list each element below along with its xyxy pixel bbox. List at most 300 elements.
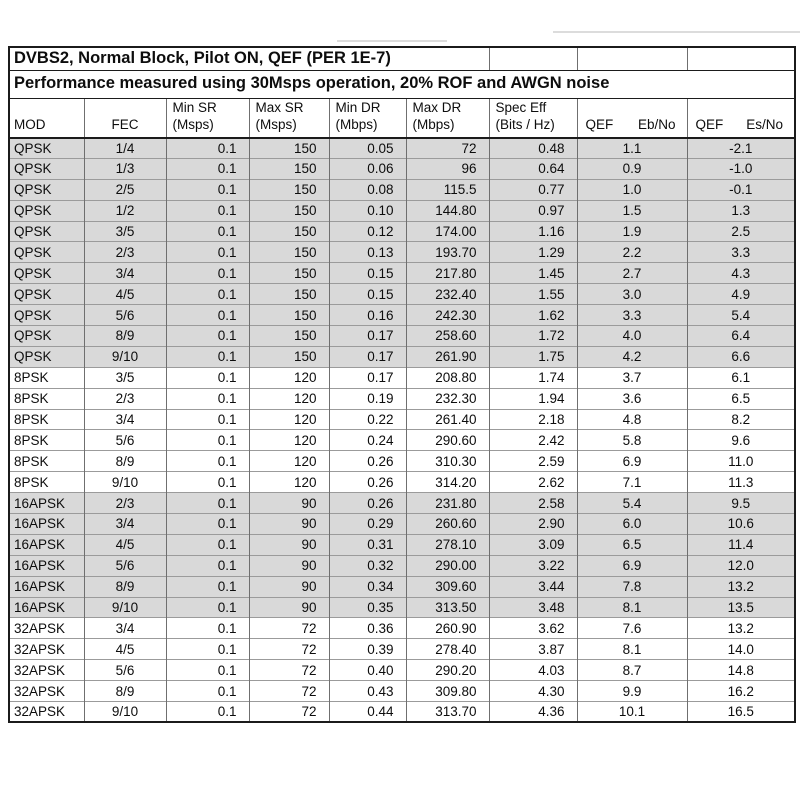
table-cell-min-sr: 0.1 [166, 702, 249, 723]
table-subtitle-row [9, 70, 795, 98]
table-cell-fec: 9/10 [84, 472, 166, 493]
table-cell-qef-ebno: 4.0 [577, 326, 687, 347]
table-cell-qef-ebno: 1.0 [577, 179, 687, 200]
column-header-max-sr [249, 98, 329, 138]
column-header-max-dr [406, 98, 489, 138]
table-cell-max-sr: 90 [249, 555, 329, 576]
table-cell-max-sr: 150 [249, 158, 329, 179]
table-row [9, 472, 795, 493]
table-cell-max-sr: 150 [249, 179, 329, 200]
table-cell-max-dr: 261.40 [406, 409, 489, 430]
table-row [9, 409, 795, 430]
table-cell-qef-ebno: 9.9 [577, 681, 687, 702]
table-cell-spec-eff: 1.45 [489, 263, 577, 284]
table-row [9, 493, 795, 514]
table-cell-qef-esno: 8.2 [687, 409, 795, 430]
table-cell-max-sr: 150 [249, 284, 329, 305]
table-cell-min-sr: 0.1 [166, 346, 249, 367]
table-cell-qef-ebno: 7.6 [577, 618, 687, 639]
table-cell-max-dr: 115.5 [406, 179, 489, 200]
table-cell-spec-eff: 3.44 [489, 576, 577, 597]
table-cell-spec-eff: 3.09 [489, 534, 577, 555]
table-cell-spec-eff: 3.48 [489, 597, 577, 618]
table-cell-min-dr: 0.32 [329, 555, 406, 576]
table-cell-qef-ebno: 0.9 [577, 158, 687, 179]
table-cell-min-sr: 0.1 [166, 242, 249, 263]
table-row [9, 534, 795, 555]
header-line1: Max DR [412, 99, 462, 115]
table-cell-min-sr: 0.1 [166, 388, 249, 409]
table-cell-mod: QPSK [9, 346, 84, 367]
header-line2: FEC [111, 116, 139, 132]
table-cell-min-sr: 0.1 [166, 305, 249, 326]
table-cell-min-sr: 0.1 [166, 534, 249, 555]
table-cell-max-dr: 313.70 [406, 702, 489, 723]
table-cell-spec-eff: 1.75 [489, 346, 577, 367]
table-row [9, 576, 795, 597]
table-cell-max-dr: 313.50 [406, 597, 489, 618]
table-cell-mod: QPSK [9, 284, 84, 305]
table-cell-qef-ebno: 6.0 [577, 514, 687, 535]
table-cell-min-sr: 0.1 [166, 493, 249, 514]
header-line2: (Msps) [172, 116, 214, 132]
table-cell-max-dr: 290.60 [406, 430, 489, 451]
table-cell-fec: 1/4 [84, 138, 166, 159]
table-cell-mod: 32APSK [9, 660, 84, 681]
column-header-mod [9, 98, 84, 138]
column-header-min-sr [166, 98, 249, 138]
table-cell-qef-ebno: 3.3 [577, 305, 687, 326]
header-line2 [586, 116, 676, 133]
table-cell-max-dr: 260.90 [406, 618, 489, 639]
table-cell-max-dr: 260.60 [406, 514, 489, 535]
table-cell-max-sr: 150 [249, 326, 329, 347]
table-row [9, 681, 795, 702]
table-cell-fec: 4/5 [84, 284, 166, 305]
table-cell-spec-eff: 0.97 [489, 200, 577, 221]
table-cell-min-sr: 0.1 [166, 451, 249, 472]
table-cell-spec-eff: 1.16 [489, 221, 577, 242]
table-cell-qef-ebno: 3.7 [577, 367, 687, 388]
table-cell-fec: 5/6 [84, 305, 166, 326]
table-cell-fec: 3/4 [84, 263, 166, 284]
table-cell-spec-eff: 3.62 [489, 618, 577, 639]
table-cell-qef-ebno: 8.1 [577, 639, 687, 660]
table-cell-qef-esno: 4.3 [687, 263, 795, 284]
table-row [9, 179, 795, 200]
table-cell-qef-ebno: 5.8 [577, 430, 687, 451]
table-row [9, 618, 795, 639]
table-cell-fec: 1/2 [84, 200, 166, 221]
table-cell-max-sr: 120 [249, 409, 329, 430]
table-cell-qef-ebno: 8.1 [577, 597, 687, 618]
table-cell-qef-esno: -0.1 [687, 179, 795, 200]
table-row [9, 430, 795, 451]
table-cell-min-sr: 0.1 [166, 681, 249, 702]
table-cell-qef-ebno: 6.9 [577, 451, 687, 472]
table-cell-fec: 5/6 [84, 430, 166, 451]
table-cell-max-sr: 72 [249, 660, 329, 681]
table-cell-qef-ebno: 1.1 [577, 138, 687, 159]
header-line2 [696, 116, 784, 133]
table-cell-min-sr: 0.1 [166, 367, 249, 388]
table-cell-mod: 32APSK [9, 639, 84, 660]
table-cell-max-sr: 120 [249, 451, 329, 472]
table-cell-min-dr: 0.24 [329, 430, 406, 451]
table-cell-mod: 32APSK [9, 702, 84, 723]
table-cell-max-sr: 90 [249, 493, 329, 514]
table-cell-fec: 8/9 [84, 451, 166, 472]
table-cell-min-dr: 0.15 [329, 263, 406, 284]
table-cell-qef-ebno: 3.6 [577, 388, 687, 409]
table-cell-qef-ebno: 2.7 [577, 263, 687, 284]
table-cell-max-dr: 72 [406, 138, 489, 159]
table-cell-mod: 8PSK [9, 430, 84, 451]
table-cell-qef-esno: 14.8 [687, 660, 795, 681]
table-cell-fec: 2/3 [84, 242, 166, 263]
table-cell-min-dr: 0.29 [329, 514, 406, 535]
dvbs2-performance-table [8, 46, 796, 723]
header-line2: MOD [14, 116, 46, 132]
table-cell-max-sr: 120 [249, 367, 329, 388]
table-cell-spec-eff: 2.42 [489, 430, 577, 451]
table-cell-qef-esno: -2.1 [687, 138, 795, 159]
table-cell-max-sr: 90 [249, 534, 329, 555]
table-cell-mod: 8PSK [9, 367, 84, 388]
table-cell-qef-esno: 13.2 [687, 576, 795, 597]
table-cell-qef-ebno: 10.1 [577, 702, 687, 723]
table-cell-min-dr: 0.16 [329, 305, 406, 326]
table-cell-qef-esno: 6.1 [687, 367, 795, 388]
table-cell-spec-eff: 2.62 [489, 472, 577, 493]
table-cell-spec-eff: 1.72 [489, 326, 577, 347]
table-cell-qef-esno: 13.5 [687, 597, 795, 618]
table-cell-fec: 1/3 [84, 158, 166, 179]
table-cell-spec-eff: 4.30 [489, 681, 577, 702]
table-cell-min-dr: 0.15 [329, 284, 406, 305]
table-cell-qef-esno: 12.0 [687, 555, 795, 576]
table-subtitle: Performance measured using 30Msps operation, 20% ROF and AWGN noise [9, 70, 795, 98]
table-cell-mod: 8PSK [9, 451, 84, 472]
table-cell-mod: 16APSK [9, 514, 84, 535]
table-cell-max-sr: 150 [249, 138, 329, 159]
table-cell-spec-eff: 0.48 [489, 138, 577, 159]
table-cell-qef-esno: 14.0 [687, 639, 795, 660]
table-cell-spec-eff: 3.87 [489, 639, 577, 660]
table-row [9, 702, 795, 723]
table-cell-qef-ebno: 6.9 [577, 555, 687, 576]
table-row [9, 346, 795, 367]
table-cell-qef-esno: 13.2 [687, 618, 795, 639]
table-cell-min-sr: 0.1 [166, 597, 249, 618]
table-cell-fec: 8/9 [84, 681, 166, 702]
table-cell-qef-esno: 9.6 [687, 430, 795, 451]
table-cell-qef-esno: 1.3 [687, 200, 795, 221]
header-line2: (Bits / Hz) [495, 116, 555, 132]
table-cell-min-sr: 0.1 [166, 200, 249, 221]
table-cell-max-dr: 261.90 [406, 346, 489, 367]
table-cell-mod: QPSK [9, 305, 84, 326]
table-cell-qef-esno: 11.3 [687, 472, 795, 493]
table-cell-max-sr: 72 [249, 681, 329, 702]
table-cell-max-dr: 144.80 [406, 200, 489, 221]
table-cell-fec: 2/3 [84, 493, 166, 514]
table-cell-min-dr: 0.35 [329, 597, 406, 618]
table-cell-max-dr: 208.80 [406, 367, 489, 388]
table-cell-qef-ebno: 3.0 [577, 284, 687, 305]
table-cell-min-dr: 0.19 [329, 388, 406, 409]
table-cell-mod: 16APSK [9, 597, 84, 618]
table-title: DVBS2, Normal Block, Pilot ON, QEF (PER 1E-7) [9, 47, 489, 70]
column-header-fec [84, 98, 166, 138]
table-cell-spec-eff: 2.90 [489, 514, 577, 535]
table-cell-spec-eff: 0.77 [489, 179, 577, 200]
table-cell-mod: QPSK [9, 242, 84, 263]
header-line1: Spec Eff [495, 99, 547, 115]
table-cell-spec-eff: 2.18 [489, 409, 577, 430]
table-cell-spec-eff: 2.58 [489, 493, 577, 514]
table-cell-min-dr: 0.44 [329, 702, 406, 723]
table-cell-spec-eff: 1.55 [489, 284, 577, 305]
table-cell-min-sr: 0.1 [166, 555, 249, 576]
table-row [9, 639, 795, 660]
table-cell-qef-ebno: 4.8 [577, 409, 687, 430]
table-cell-fec: 9/10 [84, 346, 166, 367]
table-cell-fec: 4/5 [84, 639, 166, 660]
table-cell-qef-esno: 6.4 [687, 326, 795, 347]
table-cell-mod: 16APSK [9, 534, 84, 555]
table-cell-spec-eff: 1.94 [489, 388, 577, 409]
column-header-qef-esno [687, 98, 795, 138]
table-cell-fec: 5/6 [84, 555, 166, 576]
header-line2: (Mbps) [412, 116, 455, 132]
table-cell-fec: 8/9 [84, 326, 166, 347]
table-cell-mod: QPSK [9, 221, 84, 242]
table-cell-mod: QPSK [9, 138, 84, 159]
table-cell-max-sr: 150 [249, 200, 329, 221]
table-cell-max-dr: 278.10 [406, 534, 489, 555]
table-cell-fec: 9/10 [84, 702, 166, 723]
table-cell-qef-esno: 11.0 [687, 451, 795, 472]
table-cell-min-sr: 0.1 [166, 221, 249, 242]
table-cell-min-sr: 0.1 [166, 158, 249, 179]
table-cell-mod: QPSK [9, 200, 84, 221]
table-cell-max-dr: 231.80 [406, 493, 489, 514]
table-cell-qef-esno: 10.6 [687, 514, 795, 535]
table-cell-mod: 16APSK [9, 555, 84, 576]
table-cell-max-sr: 72 [249, 639, 329, 660]
table-cell-max-sr: 120 [249, 472, 329, 493]
table-cell-mod: 32APSK [9, 618, 84, 639]
table-cell-qef-esno: -1.0 [687, 158, 795, 179]
table-cell-min-dr: 0.22 [329, 409, 406, 430]
table-cell-max-sr: 90 [249, 597, 329, 618]
table-cell-max-dr: 193.70 [406, 242, 489, 263]
table-cell-max-dr: 96 [406, 158, 489, 179]
table-row [9, 284, 795, 305]
table-cell-mod: 16APSK [9, 576, 84, 597]
table-cell-spec-eff: 4.03 [489, 660, 577, 681]
table-cell-mod: QPSK [9, 326, 84, 347]
table-row [9, 242, 795, 263]
table-cell-max-dr: 258.60 [406, 326, 489, 347]
table-cell-qef-esno: 2.5 [687, 221, 795, 242]
table-cell-max-dr: 217.80 [406, 263, 489, 284]
empty-cell [489, 47, 577, 70]
table-title-row [9, 47, 795, 70]
table-cell-min-sr: 0.1 [166, 263, 249, 284]
table-cell-spec-eff: 0.64 [489, 158, 577, 179]
table-cell-min-dr: 0.17 [329, 326, 406, 347]
table-cell-min-sr: 0.1 [166, 472, 249, 493]
table-cell-min-dr: 0.36 [329, 618, 406, 639]
table-cell-fec: 4/5 [84, 534, 166, 555]
qef-label: QEF [695, 116, 724, 132]
cropped-gridline-artifact [337, 40, 447, 42]
table-cell-qef-esno: 6.6 [687, 346, 795, 367]
table-cell-max-sr: 90 [249, 514, 329, 535]
table-row [9, 597, 795, 618]
table-cell-spec-eff: 3.22 [489, 555, 577, 576]
header-line1: Min DR [335, 99, 381, 115]
table-cell-mod: 16APSK [9, 493, 84, 514]
table-row [9, 555, 795, 576]
table-cell-max-dr: 232.40 [406, 284, 489, 305]
table-cell-mod: 8PSK [9, 409, 84, 430]
table-cell-max-sr: 150 [249, 346, 329, 367]
table-cell-min-dr: 0.34 [329, 576, 406, 597]
table-cell-min-dr: 0.31 [329, 534, 406, 555]
empty-cell [687, 47, 795, 70]
table-cell-spec-eff: 2.59 [489, 451, 577, 472]
table-cell-qef-ebno: 5.4 [577, 493, 687, 514]
table-cell-min-dr: 0.17 [329, 346, 406, 367]
table-cell-min-dr: 0.06 [329, 158, 406, 179]
table-cell-min-sr: 0.1 [166, 618, 249, 639]
table-cell-qef-ebno: 1.5 [577, 200, 687, 221]
table-cell-min-dr: 0.12 [329, 221, 406, 242]
table-header-row [9, 98, 795, 138]
table-cell-min-sr: 0.1 [166, 138, 249, 159]
table-row [9, 305, 795, 326]
header-line1: Min SR [172, 99, 217, 115]
table-cell-min-dr: 0.13 [329, 242, 406, 263]
table-cell-min-sr: 0.1 [166, 179, 249, 200]
header-line2: (Mbps) [335, 116, 378, 132]
table-cell-qef-ebno: 6.5 [577, 534, 687, 555]
table-cell-qef-ebno: 2.2 [577, 242, 687, 263]
table-cell-min-sr: 0.1 [166, 409, 249, 430]
table-cell-fec: 3/4 [84, 514, 166, 535]
esno-label: Es/No [746, 116, 784, 132]
table-cell-max-dr: 310.30 [406, 451, 489, 472]
table-row [9, 514, 795, 535]
table-cell-fec: 2/5 [84, 179, 166, 200]
table-cell-qef-ebno: 4.2 [577, 346, 687, 367]
table-row [9, 367, 795, 388]
table-cell-min-dr: 0.10 [329, 200, 406, 221]
table-row [9, 388, 795, 409]
table-cell-qef-esno: 3.3 [687, 242, 795, 263]
cropped-gridline-artifact [553, 31, 800, 33]
table-cell-max-dr: 309.60 [406, 576, 489, 597]
table-cell-max-dr: 290.20 [406, 660, 489, 681]
table-cell-qef-esno: 16.2 [687, 681, 795, 702]
table-cell-min-dr: 0.26 [329, 493, 406, 514]
table-cell-max-sr: 150 [249, 305, 329, 326]
column-header-min-dr [329, 98, 406, 138]
table-row [9, 263, 795, 284]
table-cell-max-sr: 150 [249, 242, 329, 263]
table-cell-qef-esno: 6.5 [687, 388, 795, 409]
table-cell-min-sr: 0.1 [166, 326, 249, 347]
table-cell-qef-ebno: 7.8 [577, 576, 687, 597]
column-header-spec-eff [489, 98, 577, 138]
header-line1: Max SR [255, 99, 304, 115]
table-cell-fec: 9/10 [84, 597, 166, 618]
table-cell-qef-esno: 9.5 [687, 493, 795, 514]
table-cell-min-dr: 0.17 [329, 367, 406, 388]
table-cell-max-sr: 72 [249, 618, 329, 639]
table-row [9, 451, 795, 472]
table-cell-max-dr: 278.40 [406, 639, 489, 660]
table-cell-mod: 32APSK [9, 681, 84, 702]
table-cell-fec: 5/6 [84, 660, 166, 681]
table-cell-fec: 3/5 [84, 367, 166, 388]
table-cell-fec: 3/4 [84, 409, 166, 430]
table-cell-qef-ebno: 7.1 [577, 472, 687, 493]
table-cell-max-dr: 242.30 [406, 305, 489, 326]
table-cell-qef-ebno: 1.9 [577, 221, 687, 242]
table-cell-min-sr: 0.1 [166, 576, 249, 597]
table-cell-mod: QPSK [9, 263, 84, 284]
table-cell-mod: QPSK [9, 179, 84, 200]
table-cell-mod: 8PSK [9, 388, 84, 409]
table-cell-mod: 8PSK [9, 472, 84, 493]
table-cell-max-sr: 90 [249, 576, 329, 597]
table-cell-min-sr: 0.1 [166, 430, 249, 451]
table-cell-min-sr: 0.1 [166, 514, 249, 535]
table-cell-max-sr: 72 [249, 702, 329, 723]
table-row [9, 660, 795, 681]
table-cell-min-dr: 0.26 [329, 472, 406, 493]
table-cell-fec: 3/5 [84, 221, 166, 242]
table-cell-qef-ebno: 8.7 [577, 660, 687, 681]
table-cell-min-dr: 0.26 [329, 451, 406, 472]
table-cell-fec: 2/3 [84, 388, 166, 409]
table-cell-min-sr: 0.1 [166, 660, 249, 681]
table-cell-max-dr: 232.30 [406, 388, 489, 409]
table-cell-fec: 8/9 [84, 576, 166, 597]
table-cell-min-dr: 0.40 [329, 660, 406, 681]
table-cell-max-dr: 309.80 [406, 681, 489, 702]
table-cell-min-sr: 0.1 [166, 284, 249, 305]
table-cell-fec: 3/4 [84, 618, 166, 639]
table-cell-min-dr: 0.05 [329, 138, 406, 159]
table-cell-max-sr: 120 [249, 388, 329, 409]
table-cell-max-sr: 150 [249, 221, 329, 242]
empty-cell [577, 47, 687, 70]
ebno-label: Eb/No [637, 116, 676, 132]
table-cell-qef-esno: 5.4 [687, 305, 795, 326]
table-cell-qef-esno: 11.4 [687, 534, 795, 555]
table-row [9, 221, 795, 242]
table-cell-min-dr: 0.43 [329, 681, 406, 702]
table-cell-max-dr: 314.20 [406, 472, 489, 493]
table-cell-spec-eff: 1.74 [489, 367, 577, 388]
table-cell-max-sr: 150 [249, 263, 329, 284]
table-row [9, 326, 795, 347]
